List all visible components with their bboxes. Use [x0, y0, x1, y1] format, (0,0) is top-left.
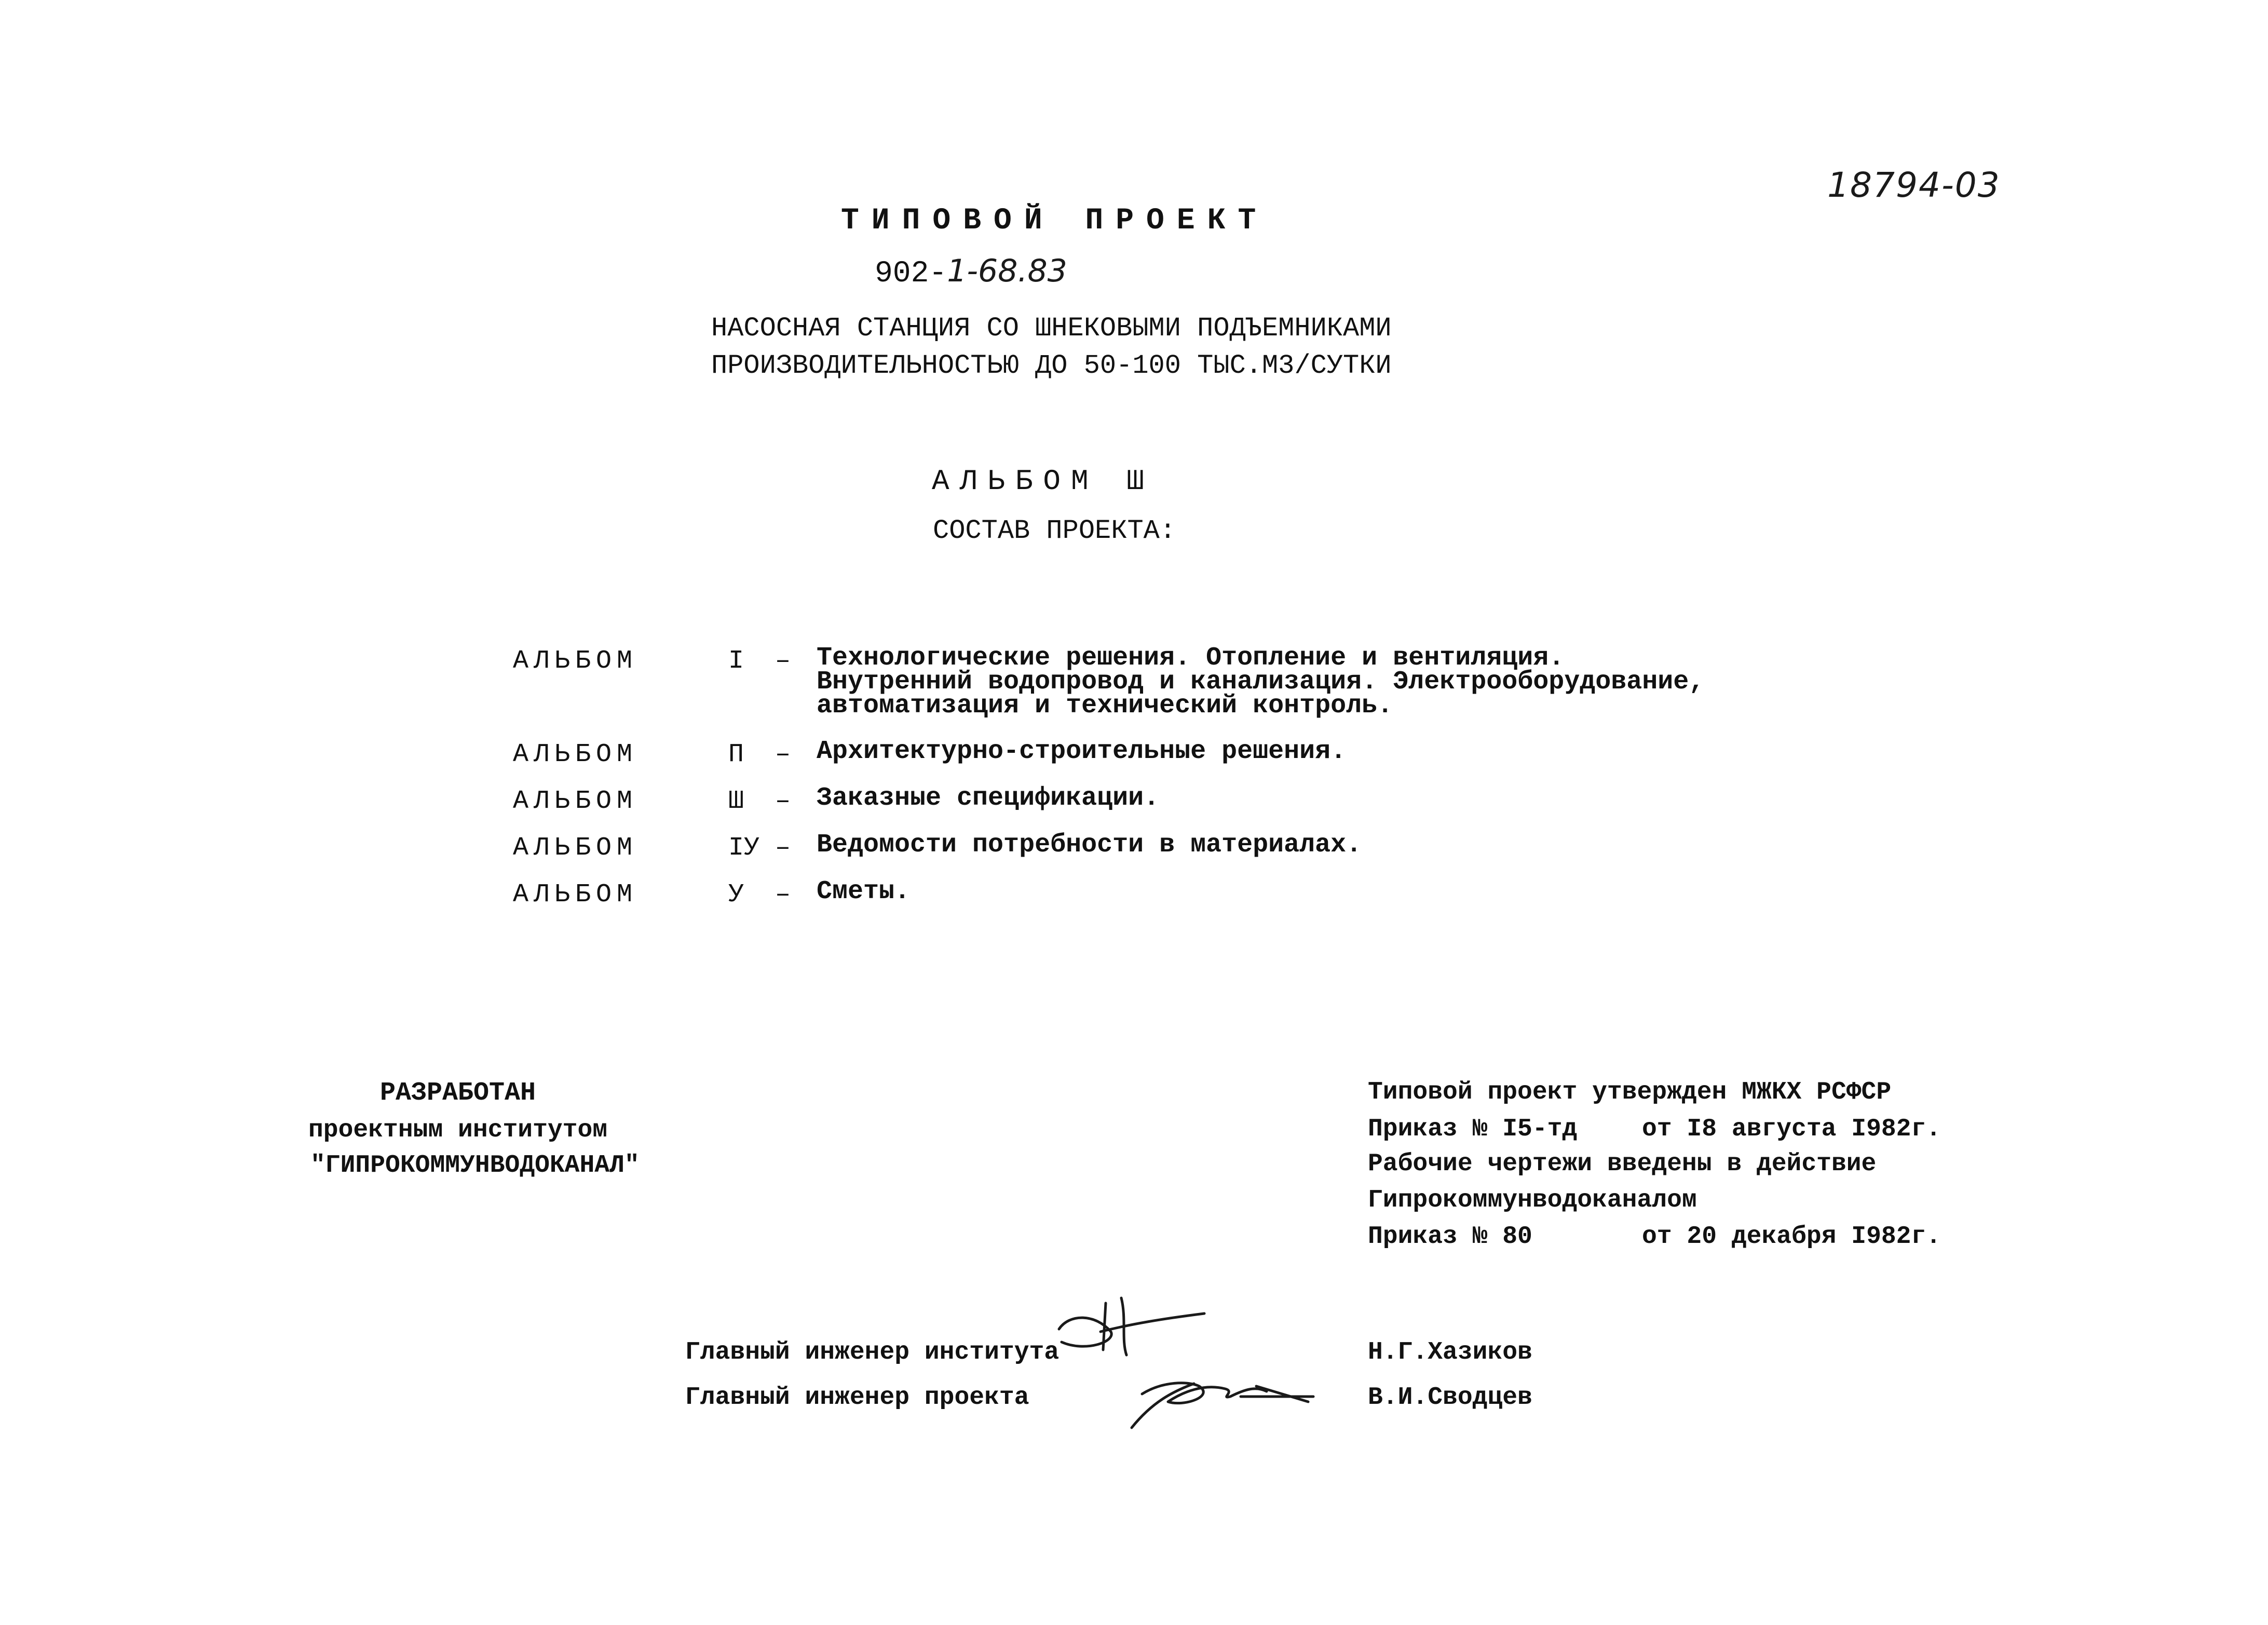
approval-order-1: Приказ № I5-тд — [1368, 1115, 1578, 1143]
row-description: Ведомости потребности в материалах. — [817, 830, 1362, 860]
row-album-number: П — [728, 740, 744, 769]
approval-line: Типовой проект утвержден МЖКХ РСФСР — [1368, 1078, 1892, 1106]
row-dash: – — [775, 833, 791, 863]
approval-order-2: Приказ № 80 — [1368, 1223, 1532, 1251]
composition-row — [513, 737, 1730, 769]
composition-row — [513, 830, 1730, 863]
signature-name: В.И.Сводцев — [1368, 1384, 1532, 1412]
row-description: Архитектурно-строительные решения. — [817, 737, 1347, 766]
row-album-label: АЛЬБОМ — [513, 646, 638, 676]
inventory-number: 18794-03 — [1827, 165, 2001, 205]
developer-heading: РАЗРАБОТАН — [380, 1078, 536, 1108]
signature-1-stroke — [1059, 1298, 1204, 1355]
signature-role: Главный инженер проекта — [685, 1384, 1029, 1412]
row-album-number: I — [728, 646, 744, 676]
album-heading: АЛЬБОМ Ш — [932, 465, 1155, 498]
developer-line: проектным институтом — [308, 1116, 608, 1144]
row-album-label: АЛЬБОМ — [513, 787, 638, 816]
project-code-handwritten: 1-68.83 — [947, 253, 1067, 289]
composition-row — [513, 643, 1730, 721]
row-description: Сметы. — [817, 877, 911, 906]
signature-name: Н.Г.Хазиков — [1368, 1338, 1532, 1366]
approval-line: Рабочие чертежи введены в действие — [1368, 1150, 1877, 1178]
row-album-label: АЛЬБОМ — [513, 833, 638, 863]
handwritten-signatures — [1049, 1293, 1370, 1448]
row-dash: – — [775, 740, 791, 769]
row-dash: – — [775, 646, 791, 676]
composition-row — [513, 877, 1730, 910]
approval-order-1-date: от I8 августа I982г. — [1642, 1115, 1941, 1143]
row-description: Технологические решения. Отопление и вентиляция. Внутренний водопровод и канализация. Электрооборудование, автоматизация и технический контроль. — [817, 643, 1705, 721]
project-code-printed: 902- — [875, 257, 947, 291]
row-album-number: У — [728, 880, 744, 910]
signature-2-stroke — [1132, 1383, 1313, 1428]
row-album-label: АЛЬБОМ — [513, 880, 638, 910]
project-title-line-1: НАСОСНАЯ СТАНЦИЯ СО ШНЕКОВЫМИ ПОДЪЕМНИКАМИ — [711, 313, 1392, 344]
row-dash: – — [775, 880, 791, 910]
project-code — [875, 253, 1067, 291]
approval-order-2-date: от 20 декабря I982г. — [1642, 1223, 1941, 1251]
approval-line: Гипрокоммунводоканалом — [1368, 1186, 1697, 1214]
row-dash: – — [775, 787, 791, 816]
row-description: Заказные спецификации. — [817, 783, 1160, 813]
project-title-line-2: ПРОИЗВОДИТЕЛЬНОСТЬЮ ДО 50-100 ТЫС.М3/СУТКИ — [711, 350, 1392, 381]
developer-institute: "ГИПРОКОММУНВОДОКАНАЛ" — [310, 1152, 640, 1180]
signature-role: Главный инженер института — [685, 1338, 1060, 1366]
row-album-number: Ш — [728, 787, 744, 816]
row-album-number: IУ — [728, 833, 760, 863]
row-album-label: АЛЬБОМ — [513, 740, 638, 769]
document-type: ТИПОВОЙ ПРОЕКТ — [841, 204, 1269, 238]
composition-row — [513, 783, 1730, 816]
composition-heading: СОСТАВ ПРОЕКТА: — [933, 516, 1176, 546]
